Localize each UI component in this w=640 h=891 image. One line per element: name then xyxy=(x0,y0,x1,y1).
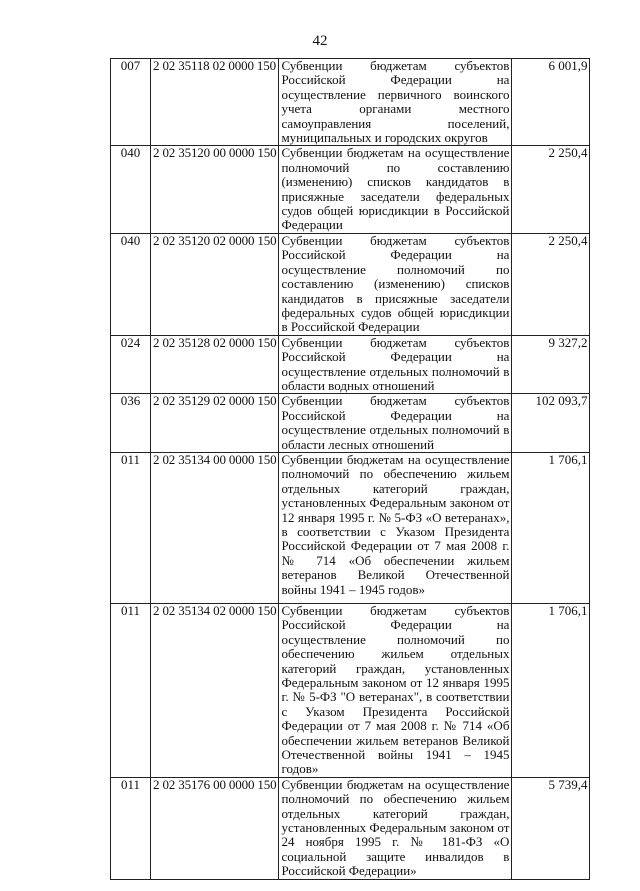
description-cell: Субвенции бюджетам субъектов Российской Федерации на осуществление первичного воинского учета органами местного самоуправления поселений, муниципальных и городских округов xyxy=(279,59,512,146)
amount-cell: 2 250,4 xyxy=(512,146,590,233)
budget-code-cell: 2 02 35134 02 0000 150 xyxy=(151,603,279,777)
admin-code-cell: 011 xyxy=(111,452,151,603)
admin-code-cell: 040 xyxy=(111,233,151,335)
description-cell: Субвенции бюджетам субъектов Российской Федерации на осуществление полномочий по составлению (изменению) списков кандидатов в присяжные заседатели федеральных судов общей юрисдикции в Российской Федерации xyxy=(279,233,512,335)
table-row xyxy=(111,335,590,394)
admin-code-cell: 024 xyxy=(111,335,151,394)
page-number: 42 xyxy=(312,33,328,49)
table-row xyxy=(111,146,590,233)
admin-code-cell: 011 xyxy=(111,603,151,777)
table-row xyxy=(111,603,590,777)
budget-code-cell: 2 02 35128 02 0000 150 xyxy=(151,335,279,394)
amount-cell: 9 327,2 xyxy=(512,335,590,394)
table-row xyxy=(111,59,590,146)
amount-cell: 6 001,9 xyxy=(512,59,590,146)
table-row xyxy=(111,233,590,335)
description-cell: Субвенции бюджетам субъектов Российской Федерации на осуществление отдельных полномочий в области лесных отношений xyxy=(279,394,512,453)
table-row xyxy=(111,452,590,603)
budget-code-cell: 2 02 35129 02 0000 150 xyxy=(151,394,279,453)
amount-cell: 1 706,1 xyxy=(512,452,590,603)
table-row xyxy=(111,777,590,879)
description-cell: Субвенции бюджетам на осуществление полномочий по составлению (изменению) списков кандидатов в присяжные заседатели федеральных судов общей юрисдикции в Российской Федерации xyxy=(279,146,512,233)
description-cell: Субвенции бюджетам субъектов Российской Федерации на осуществление отдельных полномочий в области водных отношений xyxy=(279,335,512,394)
description-cell: Субвенции бюджетам на осуществление полномочий по обеспечению жильем отдельных категорий граждан, установленных Федеральным законом от 24 ноября 1995 г. № 181-ФЗ «О социальной защите инвалидов в Российской Федерации» xyxy=(279,777,512,879)
table-body xyxy=(111,59,590,880)
admin-code-cell: 007 xyxy=(111,59,151,146)
amount-cell: 1 706,1 xyxy=(512,603,590,777)
budget-code-cell: 2 02 35134 00 0000 150 xyxy=(151,452,279,603)
admin-code-cell: 036 xyxy=(111,394,151,453)
amount-cell: 2 250,4 xyxy=(512,233,590,335)
amount-cell: 5 739,4 xyxy=(512,777,590,879)
description-cell: Субвенции бюджетам субъектов Российской Федерации на осуществление полномочий по обеспечению жильем отдельных категорий граждан, установленных Федеральным законом от 12 января 1995 г. № 5-ФЗ "О ветеранах", в соответствии с Указом Президента Российской Федерации от 7 мая 2008 г. № 714 «Об обеспечении жильем ветеранов Великой Отечественной войны 1941 – 1945 годов» xyxy=(279,603,512,777)
budget-revenue-table xyxy=(110,58,590,880)
budget-code-cell: 2 02 35120 02 0000 150 xyxy=(151,233,279,335)
budget-code-cell: 2 02 35118 02 0000 150 xyxy=(151,59,279,146)
table-row xyxy=(111,394,590,453)
admin-code-cell: 011 xyxy=(111,777,151,879)
description-cell: Субвенции бюджетам на осуществление полномочий по обеспечению жильем отдельных категорий граждан, установленных Федеральным законом от 12 января 1995 г. № 5-ФЗ «О ветеранах», в соответствии с Указом Президента Российской Федерации от 7 мая 2008 г. № 714 «Об обеспечении жильем ветеранов Великой Отечественной войны 1941 – 1945 годов» xyxy=(279,452,512,603)
budget-code-cell: 2 02 35120 00 0000 150 xyxy=(151,146,279,233)
admin-code-cell: 040 xyxy=(111,146,151,233)
budget-code-cell: 2 02 35176 00 0000 150 xyxy=(151,777,279,879)
amount-cell: 102 093,7 xyxy=(512,394,590,453)
